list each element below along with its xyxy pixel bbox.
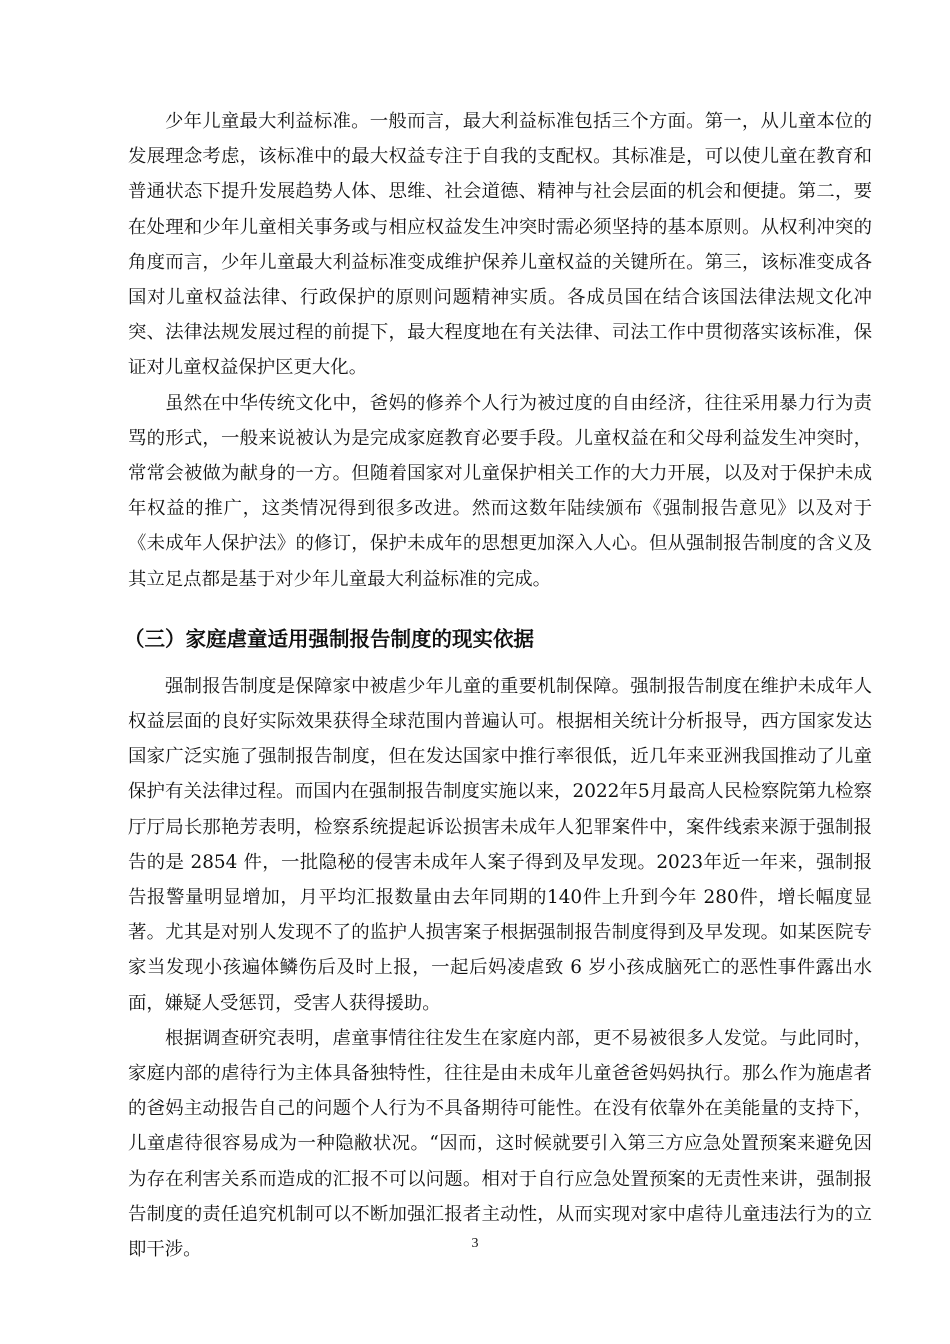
section-heading: （三）家庭虐童适用强制报告制度的现实依据 (124, 626, 534, 651)
page-number: 3 (471, 1236, 479, 1251)
paragraph-mandatory-reporting-mechanism: 强制报告制度是保障家中被虐少年儿童的重要机制保障。强制报告制度在维护未成年人权益层面的良好实际效果获得全球范围内普遍认可。根据相关统计分析报导，西方国家发达国家广泛实施了强制报告制度，但在发达国家中推行率很低，近几年来亚洲我国推动了儿童保护有关法律过程。而国内在强制报告制度实施以来，2022年5月最高人民检察院第九检察厅厅局长那艳芳表明，检察系统提起诉讼损害未成年人犯罪案件中，案件线索来源于强制报告的是 2854 件，一批隐秘的侵害未成年人案子得到及早发现。2023年近一年来，强制报告报警量明显增加，月平均汇报数量由去年同期的140件上升到今年 280件，增长幅度显著。尤其是对别人发现不了的监护人损害案子根据强制报告制度得到及早发现。如某医院专家当发现小孩遍体鳞伤后及时上报，一起后妈凌虐致 6 岁小孩成脑死亡的恶性事件露出水面，嫌疑人受惩罚，受害人获得援助。 (128, 675, 872, 1014)
paragraph-traditional-culture: 虽然在中华传统文化中，爸妈的修养个人行为被过度的自由经济，往往采用暴力行为责骂的形式，一般来说被认为是完成家庭教育必要手段。儿童权益在和父母利益发生冲突时，常常会被做为献身的一方。但随着国家对儿童保护相关工作的大力开展，以及对于保护未成年权益的推广，这类情况得到很多改进。然而这数年陆续颁布《强制报告意见》以及对于《未成年人保护法》的修订，保护未成年的思想更加深入人心。但从强制报告制度的含义及其立足点都是基于对少年儿童最大利益标准的完成。 (128, 392, 872, 590)
page-body (124, 104, 872, 1267)
paragraph-domestic-abuse-research: 根据调查研究表明，虐童事情往往发生在家庭内部，更不易被很多人发觉。与此同时，家庭内部的虐待行为主体具备独特性，往往是由未成年儿童爸爸妈妈执行。那么作为施虐者的爸妈主动报告自己的问题个人行为不具备期待可能性。在没有依靠外在美能量的支持下，儿童虐待很容易成为一种隐敝状况。“因而，这时候就要引入第三方应急处置预案来避免因为存在利害关系而造成的汇报不可以问题。相对于自行应急处置预案的无责性来讲，强制报告制度的责任追究机制可以不断加强汇报者主动性，从而实现对家中虐待儿童违法行为的立即干涉。 (128, 1027, 872, 1261)
paragraph-best-interest-standard: 少年儿童最大利益标准。一般而言，最大利益标准包括三个方面。第一，从儿童本位的发展理念考虑，该标准中的最大权益专注于自我的支配权。其标准是，可以使儿童在教育和普通状态下提升发展趋势人体、思维、社会道德、精神与社会层面的机会和便捷。第二，要在处理和少年儿童相关事务或与相应权益发生冲突时需必须坚持的基本原则。从权利冲突的角度而言，少年儿童最大利益标准变成维护保养儿童权益的关键所在。第三，该标准变成各国对儿童权益法律、行政保护的原则问题精神实质。各成员国在结合该国法律法规文化冲突、法律法规发展过程的前提下，最大程度地在有关法律、司法工作中贯彻落实该标准，保证对儿童权益保护区更大化。 (128, 111, 872, 379)
